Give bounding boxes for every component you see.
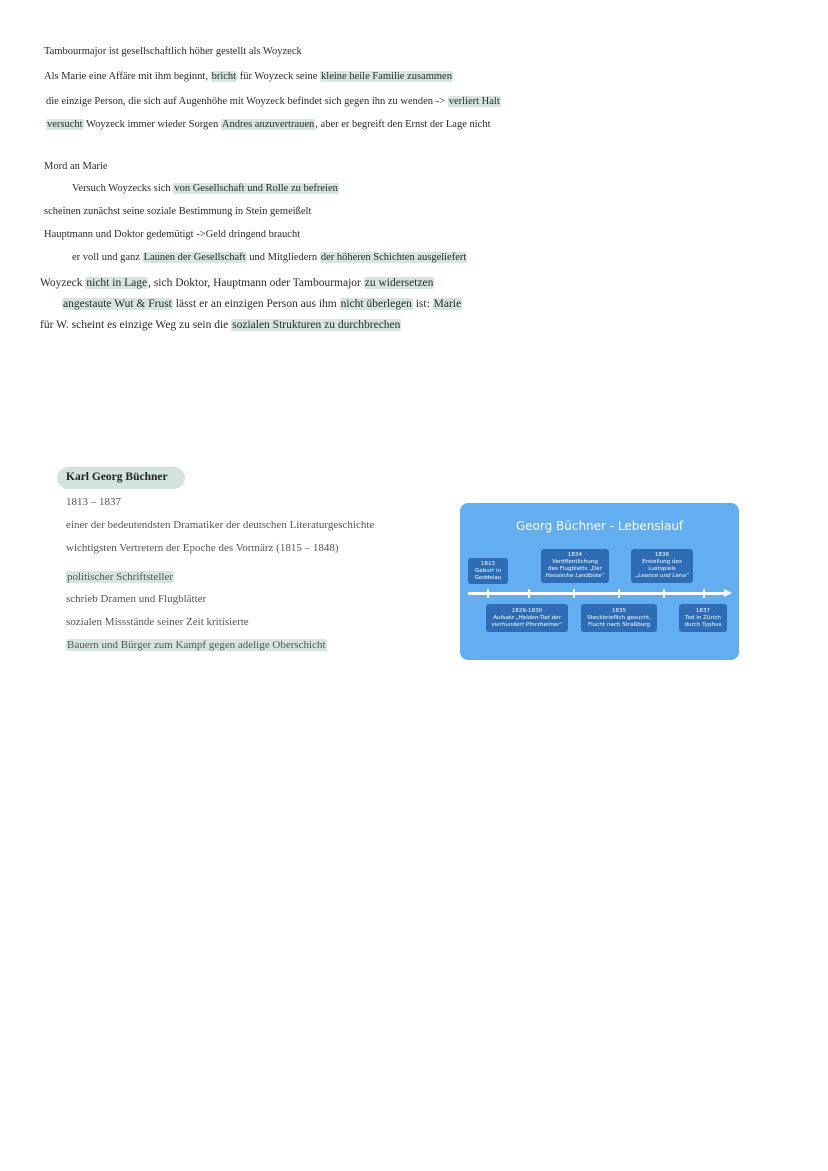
highlight: zu widersetzen	[364, 277, 434, 289]
text: Versuch Woyzecks sich	[72, 183, 174, 194]
timeline-event-1834	[541, 549, 609, 583]
event-text: Veröffentlichung	[552, 559, 598, 565]
note-line-12	[40, 318, 401, 332]
highlight: Marie	[433, 298, 462, 310]
note-line-2	[44, 70, 453, 84]
bio-line-2: wichtigsten Vertretern der Epoche des Vormärz (1815 – 1848)	[66, 542, 339, 554]
highlight: Launen der Gesellschaft	[143, 252, 246, 263]
event-text-italic: Aufsatz „Helden-Tod der	[493, 614, 561, 621]
event-text	[486, 615, 568, 622]
highlight: politischer Schriftsteller	[67, 571, 173, 583]
event-year: 1829-1830	[511, 607, 543, 614]
text: Als Marie eine Affäre mit ihm beginnt,	[44, 71, 211, 82]
bio-line-6	[66, 638, 327, 652]
highlight: der höheren Schichten ausgeliefert	[320, 252, 467, 263]
bio-line-5: sozialen Missstände seiner Zeit kritisierte	[66, 616, 249, 628]
note-line-9	[72, 251, 467, 265]
text: für W. scheint es einzige Weg zu sein die	[40, 319, 232, 331]
highlight: versucht	[47, 119, 83, 130]
event-year: 1837	[695, 607, 711, 614]
timeline-arrow-icon	[724, 589, 732, 597]
bio-line-4: schrieb Dramen und Flugblätter	[66, 593, 207, 605]
event-text	[631, 573, 693, 580]
note-line-3	[46, 95, 501, 109]
bio-years: 1813 – 1837	[66, 496, 121, 508]
event-text-italic: Hessische Landbote“	[545, 573, 605, 579]
note-line-5: Mord an Marie	[44, 161, 108, 172]
timeline-tick	[487, 589, 489, 598]
bio-line-3	[66, 570, 174, 584]
note-line-10	[40, 276, 434, 290]
text: , sich Doktor, Hauptmann oder Tambourmajor	[148, 277, 364, 289]
bio-line-1: einer der bedeutendsten Dramatiker der deutschen Literaturgeschichte	[66, 519, 375, 531]
highlight: kleine heile Familie zusammen	[321, 71, 452, 82]
event-text: Goddelau	[474, 574, 502, 581]
text: , aber er begreift den Ernst der Lage nicht	[315, 119, 491, 130]
event-text-italic: vierhundert Pforzheimer“	[491, 621, 563, 628]
note-line-8: Hauptmann und Doktor gedemütigt ->Geld dringend braucht	[44, 229, 301, 240]
event-text: Erstellung des	[642, 559, 682, 565]
text: die einzige Person, die sich auf Augenhöhe mit Woyzeck befindet sich gegen ihn zu wenden ->	[46, 96, 448, 107]
highlight: bricht	[211, 71, 237, 82]
note-line-4	[46, 118, 491, 132]
highlight: von Gesellschaft und Rolle zu befreien	[174, 183, 338, 194]
text: für Woyzeck seine	[237, 71, 321, 82]
event-text: Flucht nach Straßburg	[587, 621, 651, 628]
event-text	[486, 622, 568, 629]
text: ist:	[412, 298, 433, 310]
note-line-11	[62, 297, 462, 311]
event-text: des Flugblatts „Der	[548, 566, 602, 572]
highlight: sozialen Strukturen zu durchbrechen	[232, 319, 401, 331]
timeline-title: Georg Büchner - Lebenslauf	[515, 519, 684, 533]
event-text: Geburt in	[474, 567, 502, 574]
bio-name-pill	[57, 467, 185, 489]
event-year: 1835	[611, 607, 627, 614]
text: und Mitgliedern	[246, 252, 320, 263]
text: lässt er an einzigen Person aus ihm	[172, 298, 340, 310]
event-text: durch Typhus	[684, 621, 722, 628]
event-year: 1813	[480, 560, 496, 567]
timeline-axis	[468, 592, 726, 595]
highlight: nicht überlegen	[340, 298, 412, 310]
event-year: 1836	[654, 552, 670, 558]
highlight: Andres anzuvertrauen	[221, 119, 315, 130]
event-text: Steckbrieflich gesucht,	[587, 614, 651, 621]
timeline-tick	[573, 589, 575, 598]
text: er voll und ganz	[72, 252, 143, 263]
highlight: angestaute Wut & Frust	[63, 298, 172, 310]
timeline-tick	[703, 589, 705, 598]
event-text-italic: „Leonce und Lena“	[635, 573, 689, 579]
note-line-7: scheinen zunächst seine soziale Bestimmung in Stein gemeißelt	[44, 206, 312, 217]
timeline-event-1813	[468, 558, 508, 584]
timeline-tick	[663, 589, 665, 598]
text: Woyzeck	[40, 277, 86, 289]
bio-name: Karl Georg Büchner	[66, 471, 168, 483]
event-text	[541, 573, 609, 580]
highlight: verliert Halt	[448, 96, 500, 107]
timeline-tick	[528, 589, 530, 598]
event-text: Lustspiels	[648, 566, 676, 572]
timeline-event-1829-1830	[486, 604, 568, 632]
event-year: 1834	[567, 552, 583, 558]
highlight: nicht in Lage	[86, 277, 148, 289]
text: Woyzeck immer wieder Sorgen	[83, 119, 221, 130]
timeline-card	[460, 503, 739, 660]
timeline-event-1836	[631, 549, 693, 583]
timeline-event-1835	[581, 604, 657, 632]
note-line-6	[72, 182, 339, 196]
highlight: Bauern und Bürger zum Kampf gegen adelige Oberschicht	[67, 639, 326, 651]
event-text: Tod in Zürich	[685, 614, 721, 621]
timeline-tick	[618, 589, 620, 598]
note-line-1: Tambourmajor ist gesellschaftlich höher gestellt als Woyzeck	[44, 46, 302, 57]
timeline-event-1837	[679, 604, 727, 632]
